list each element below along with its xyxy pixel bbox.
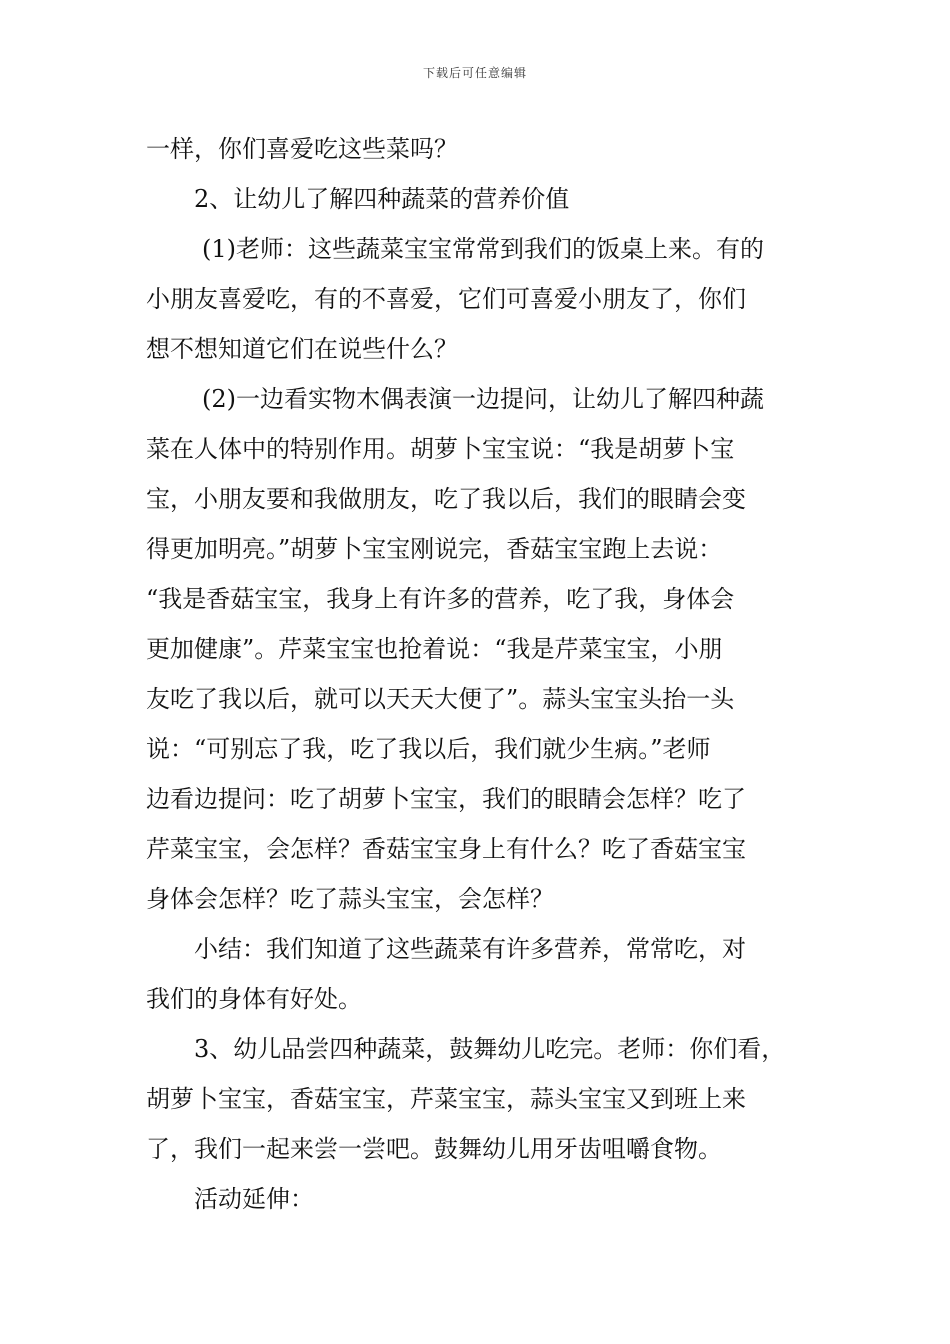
summary-line: 小结：我们知道了这些蔬菜有许多营养，常常吃，对 [194,935,746,963]
document-body [146,124,810,1224]
text-line: 得更加明亮。”胡萝卜宝宝刚说完，香菇宝宝跑上去说： [146,535,723,563]
section-heading: 3、幼儿品尝四种蔬菜，鼓舞幼儿吃完。老师：你们看， [194,1035,786,1063]
text-line: 身体会怎样？吃了蒜头宝宝，会怎样？ [146,885,554,913]
text-line: (1)老师：这些蔬菜宝宝常常到我们的饭桌上来。有的 [202,235,764,263]
text-line: 我们的身体有好处。 [146,985,362,1013]
text-line: “我是香菇宝宝，我身上有许多的营养，吃了我，身体会 [146,585,735,613]
text-line: 边看边提问：吃了胡萝卜宝宝，我们的眼睛会怎样？吃了 [146,785,746,813]
text-line: (2)一边看实物木偶表演一边提问，让幼儿了解四种蔬 [202,385,764,413]
text-line: 菜在人体中的特别作用。胡萝卜宝宝说：“我是胡萝卜宝 [146,435,735,463]
text-line: 小朋友喜爱吃，有的不喜爱，它们可喜爱小朋友了，你们 [146,285,746,313]
text-line: 想不想知道它们在说些什么？ [146,335,458,363]
text-line: 一样，你们喜爱吃这些菜吗？ [146,135,458,163]
text-line: 宝，小朋友要和我做朋友，吃了我以后，我们的眼睛会变 [146,485,746,513]
text-line: 胡萝卜宝宝，香菇宝宝，芹菜宝宝，蒜头宝宝又到班上来 [146,1085,746,1113]
section-heading: 2、让幼儿了解四种蔬菜的营养价值 [194,185,570,213]
text-line: 说：“可别忘了我，吃了我以后，我们就少生病。”老师 [146,735,711,763]
text-line: 更加健康”。芹菜宝宝也抢着说：“我是芹菜宝宝，小朋 [146,635,723,663]
text-line: 友吃了我以后，就可以天天大便了”。蒜头宝宝头抬一头 [146,685,735,713]
text-line: 了，我们一起来尝一尝吧。鼓舞幼儿用牙齿咀嚼食物。 [146,1135,722,1163]
section-heading: 活动延伸： [194,1185,314,1213]
page-header: 下载后可任意编辑 [422,66,527,80]
text-line: 芹菜宝宝，会怎样？香菇宝宝身上有什么？吃了香菇宝宝 [146,835,746,863]
